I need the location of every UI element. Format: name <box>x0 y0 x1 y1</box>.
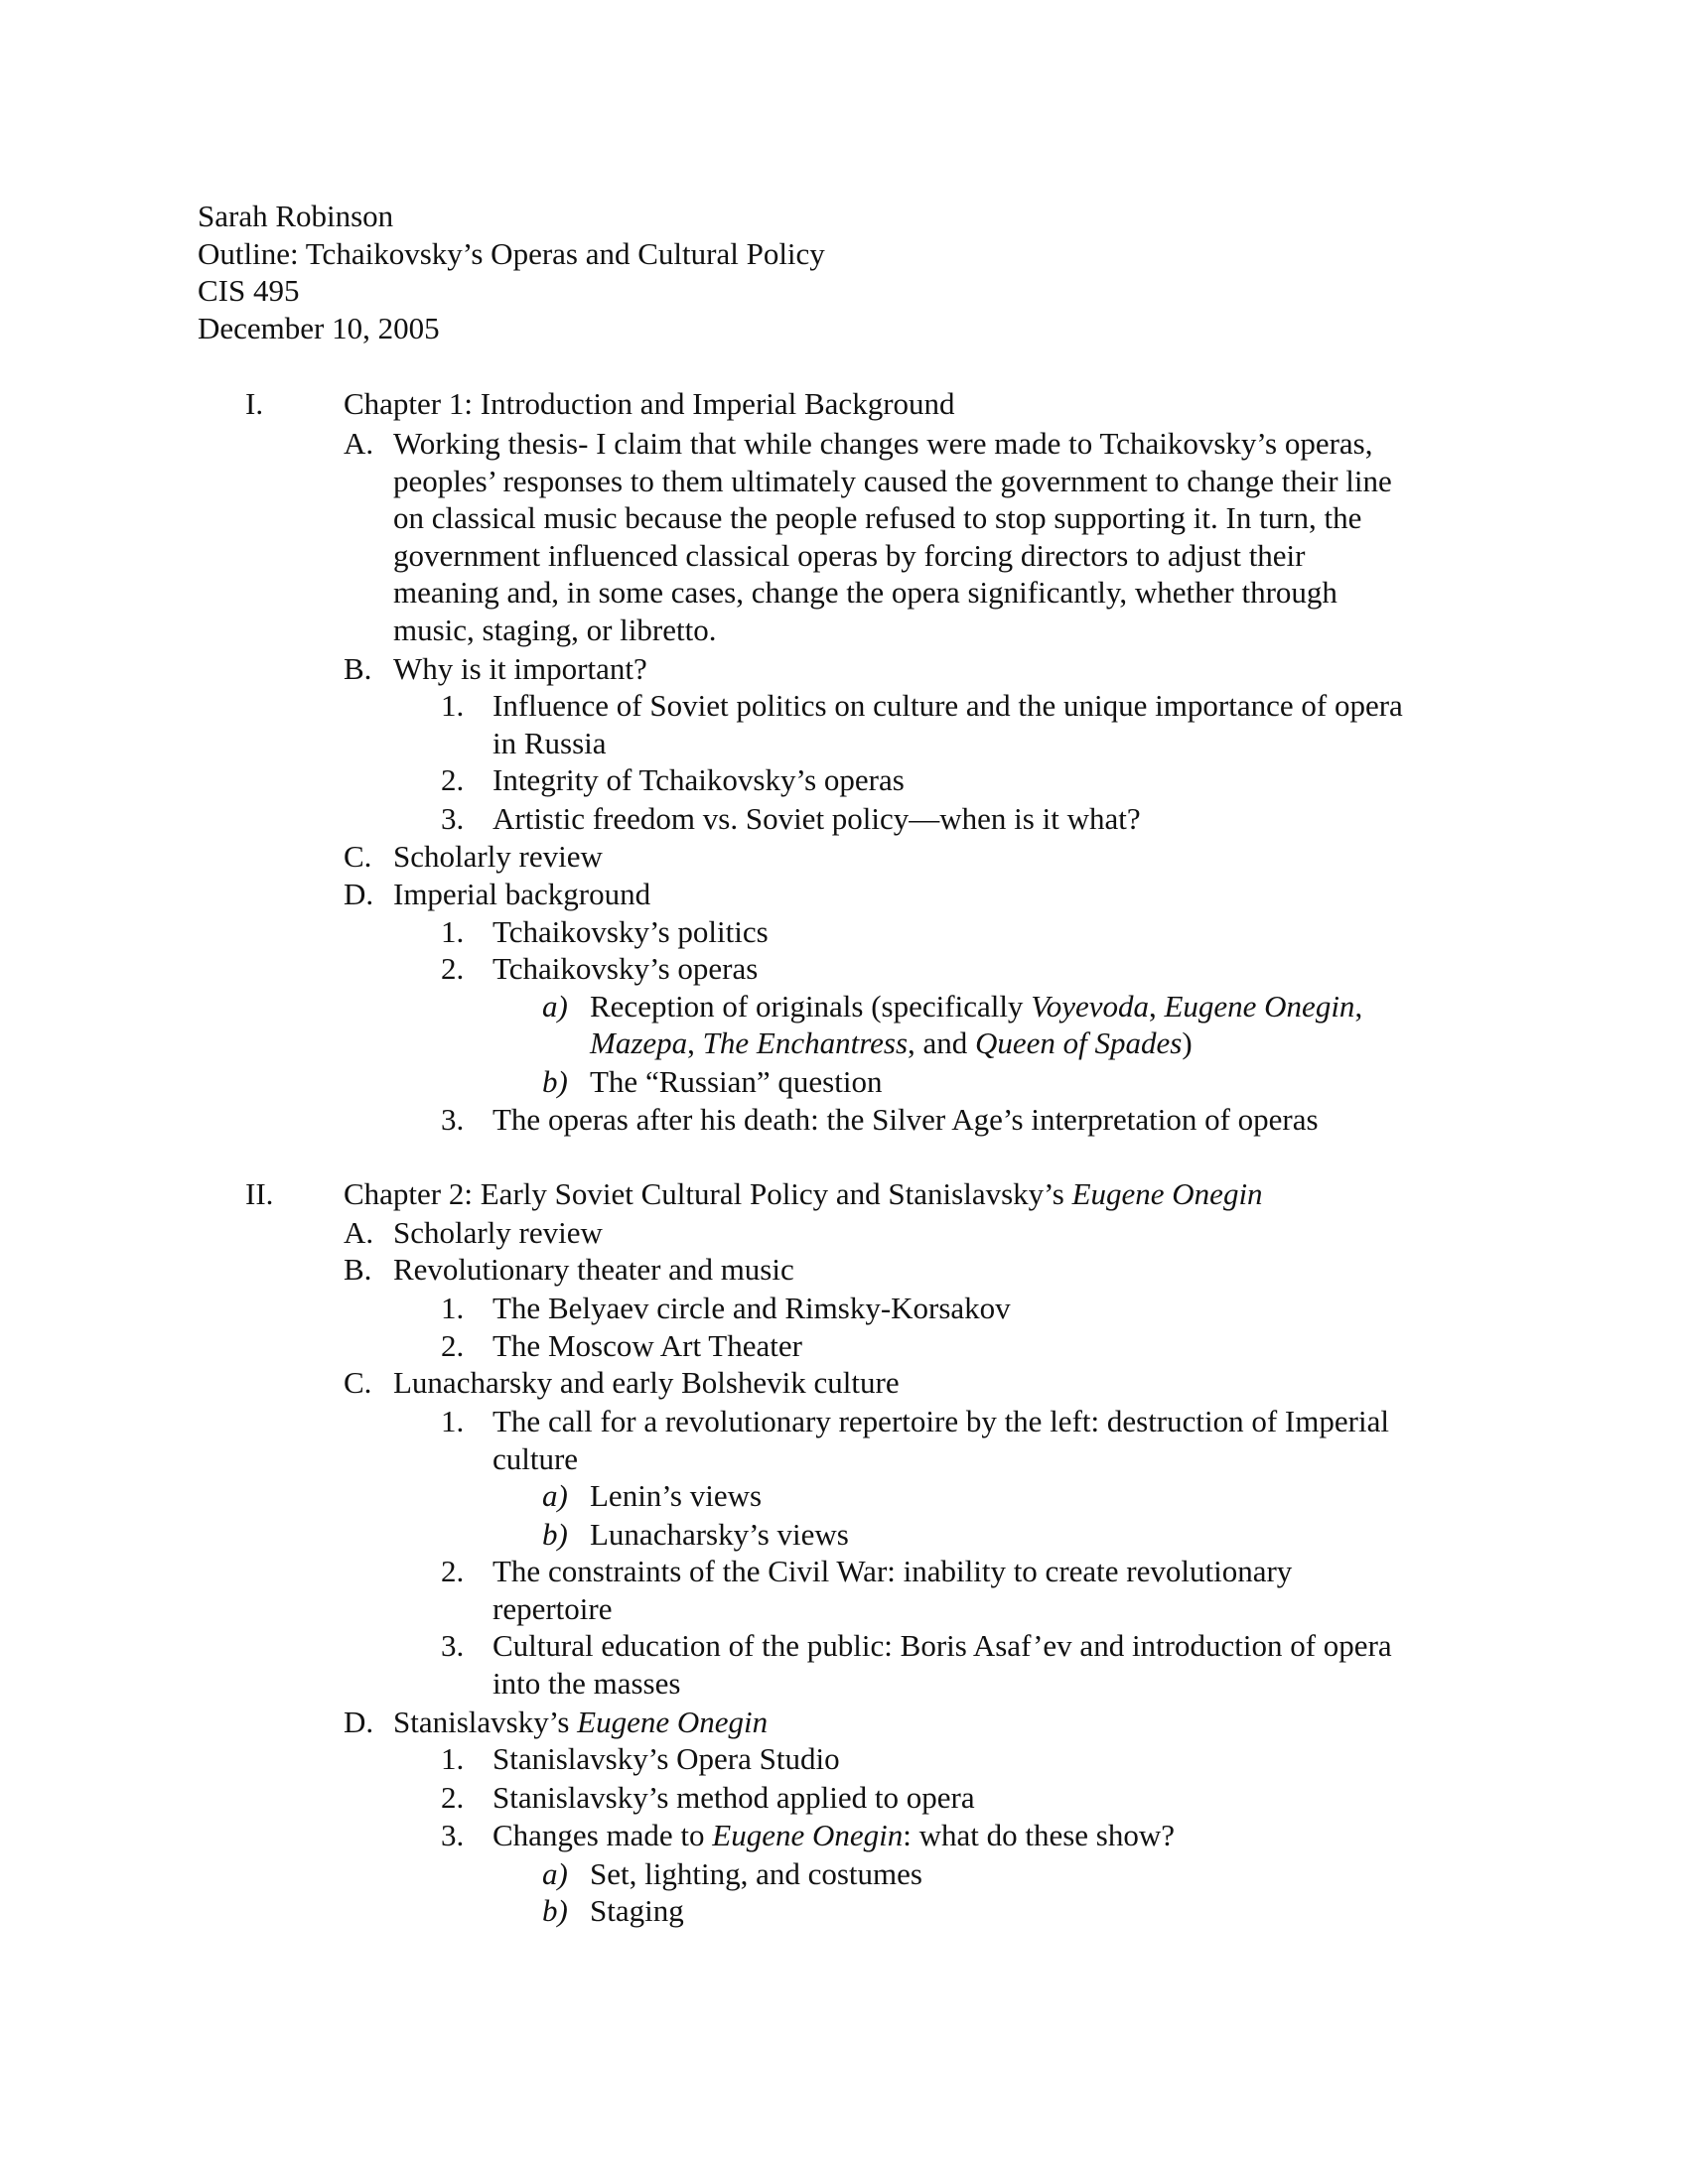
ch2-d-2-text: Stanislavsky’s method applied to opera <box>492 1780 975 1815</box>
ch2-c-2-text-cont: repertoire <box>492 1591 613 1626</box>
ch2-d-3-a-label: a) <box>542 1856 568 1891</box>
document-date: December 10, 2005 <box>198 311 440 345</box>
ch1-d-2-b-text: The “Russian” question <box>590 1064 883 1099</box>
ch1-b-1-num: 1. <box>441 688 465 723</box>
ch2-b-label: B. <box>344 1252 372 1287</box>
document-title: Outline: Tchaikovsky’s Operas and Cultural Policy <box>198 236 825 271</box>
ch1-c-text: Scholarly review <box>393 839 603 874</box>
ch1-d-label: D. <box>344 877 374 911</box>
ch2-d-1-num: 1. <box>441 1741 465 1776</box>
ch1-b-text: Why is it important? <box>393 651 647 686</box>
ch1-b-3-text: Artistic freedom vs. Soviet policy—when is it what? <box>492 801 1141 836</box>
ch1-d-2-b-label: b) <box>542 1064 568 1099</box>
ch2-d-3-a-text: Set, lighting, and costumes <box>590 1856 922 1891</box>
ch1-b-label: B. <box>344 651 372 686</box>
ch2-c-1-b-label: b) <box>542 1517 568 1552</box>
ch1-b-1-text-cont: in Russia <box>492 726 607 760</box>
ch1-a-thesis-line: meaning and, in some cases, change the opera significantly, whether through <box>393 575 1337 610</box>
ch2-d-3-num: 3. <box>441 1818 465 1852</box>
ch2-d-2-num: 2. <box>441 1780 465 1815</box>
ch1-d-2-num: 2. <box>441 951 465 986</box>
ch1-b-2-num: 2. <box>441 762 465 797</box>
ch1-b-1-text: Influence of Soviet politics on culture and the unique importance of opera <box>492 688 1403 723</box>
ch1-a-thesis-line: government influenced classical operas by forcing directors to adjust their <box>393 538 1306 573</box>
ch2-d-3-text: Changes made to Eugene Onegin: what do these show? <box>492 1818 1176 1852</box>
ch2-c-label: C. <box>344 1365 372 1400</box>
ch1-b-3-num: 3. <box>441 801 465 836</box>
ch1-d-1-num: 1. <box>441 914 465 949</box>
ch2-c-3-text-cont: into the masses <box>492 1666 681 1701</box>
course-code: CIS 495 <box>198 273 300 308</box>
ch2-b-2-text: The Moscow Art Theater <box>492 1328 802 1363</box>
ch2-c-text: Lunacharsky and early Bolshevik culture <box>393 1365 900 1400</box>
ch1-d-2-a-text: Reception of originals (specifically Voyevoda, Eugene Onegin, <box>590 989 1363 1024</box>
ch1-a-thesis-line: music, staging, or libretto. <box>393 613 717 647</box>
ch1-d-2-a-label: a) <box>542 989 568 1024</box>
ch1-c-label: C. <box>344 839 372 874</box>
ch1-a-thesis-line: Working thesis- I claim that while changes were made to Tchaikovsky’s operas, <box>393 426 1373 461</box>
ch2-d-text: Stanislavsky’s Eugene Onegin <box>393 1705 769 1739</box>
ch2-b-1-text: The Belyaev circle and Rimsky-Korsakov <box>492 1291 1011 1325</box>
ch2-c-1-a-text: Lenin’s views <box>590 1478 763 1513</box>
ch2-c-3-num: 3. <box>441 1628 465 1663</box>
ch2-b-2-num: 2. <box>441 1328 465 1363</box>
ch2-a-text: Scholarly review <box>393 1215 603 1250</box>
ch2-b-1-num: 1. <box>441 1291 465 1325</box>
ch1-d-1-text: Tchaikovsky’s politics <box>492 914 769 949</box>
ch1-d-3-num: 3. <box>441 1102 465 1137</box>
chapter-2-title: Chapter 2: Early Soviet Cultural Policy and Stanislavsky’s Eugene Onegin <box>344 1176 1263 1211</box>
ch2-c-1-text: The call for a revolutionary repertoire by the left: destruction of Imperial <box>492 1404 1389 1438</box>
ch1-d-3-text: The operas after his death: the Silver Age’s interpretation of operas <box>492 1102 1319 1137</box>
author-name: Sarah Robinson <box>198 199 394 233</box>
ch2-d-3-b-label: b) <box>542 1893 568 1928</box>
ch2-c-3-text: Cultural education of the public: Boris Asaf’ev and introduction of opera <box>492 1628 1392 1663</box>
ch1-a-thesis-line: on classical music because the people refused to stop supporting it. In turn, the <box>393 500 1362 535</box>
chapter-1-numeral: I. <box>245 386 264 421</box>
ch1-b-2-text: Integrity of Tchaikovsky’s operas <box>492 762 905 797</box>
ch2-c-1-text-cont: culture <box>492 1441 579 1476</box>
ch2-c-1-a-label: a) <box>542 1478 568 1513</box>
ch2-a-label: A. <box>344 1215 374 1250</box>
ch2-c-1-b-text: Lunacharsky’s views <box>590 1517 849 1552</box>
ch2-b-text: Revolutionary theater and music <box>393 1252 794 1287</box>
ch2-c-2-text: The constraints of the Civil War: inability to create revolutionary <box>492 1554 1293 1588</box>
ch1-a-thesis-line: peoples’ responses to them ultimately caused the government to change their line <box>393 464 1392 498</box>
chapter-1-title: Chapter 1: Introduction and Imperial Background <box>344 386 955 421</box>
ch2-d-label: D. <box>344 1705 374 1739</box>
ch1-a-label: A. <box>344 426 374 461</box>
ch1-d-text: Imperial background <box>393 877 651 911</box>
ch1-d-2-a-text-cont: Mazepa, The Enchantress, and Queen of Spades) <box>590 1025 1193 1060</box>
ch1-d-2-text: Tchaikovsky’s operas <box>492 951 759 986</box>
ch2-d-1-text: Stanislavsky’s Opera Studio <box>492 1741 840 1776</box>
ch2-d-3-b-text: Staging <box>590 1893 684 1928</box>
ch2-c-1-num: 1. <box>441 1404 465 1438</box>
ch2-c-2-num: 2. <box>441 1554 465 1588</box>
chapter-2-numeral: II. <box>245 1176 274 1211</box>
